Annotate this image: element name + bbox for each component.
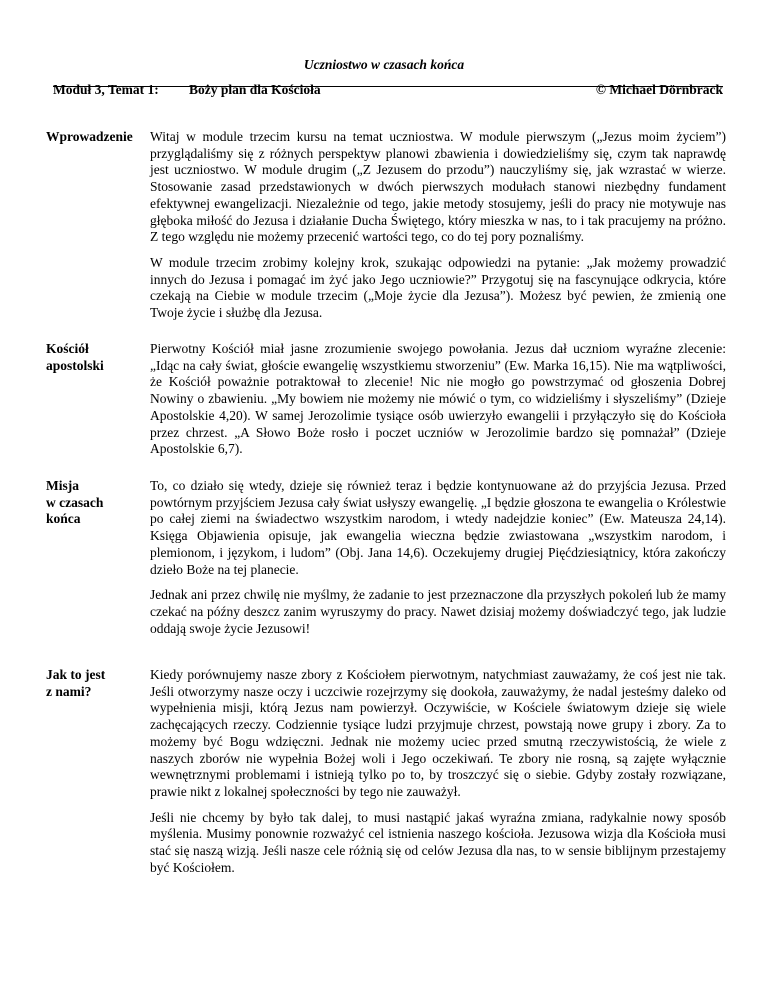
paragraph: Pierwotny Kościół miał jasne zrozumienie swojego powołania. Jezus dał uczniom wyraźne zlecenie: „Idąc na cały świat, głoście ewangelię wszystkiemu stworzeniu” (Ew. Marka 16,15). Nie ma wątpliwości, że Kościół poważnie potraktował to zlecenie! Nic nie mogło go powstrzymać od głoszenia Dobrej Nowiny o zbawieniu. „My bowiem nie możemy nie mówić o tym, co widzieliśmy i słyszeliśmy” (Dzieje Apostolskie 4,20). W samej Jerozolimie tysiące osób uwierzyło ewangelii i przyłączyło się do Kościoła przez chrzest. „A Słowo Boże rosło i poczet uczniów w Jerozolimie bardzo się pomnażał” (Dzieje Apostolskie 6,7).	[150, 341, 726, 457]
paragraph: Kiedy porównujemy nasze zbory z Kościołem pierwotnym, natychmiast zauważamy, że coś jest nie tak. Jeśli otworzymy nasze oczy i uczciwie rozejrzymy się dookoła, zauważymy, że nadal jesteśmy daleko od wypełnienia misji, którą Jezus nam powierzył. Oczywiście, w Kościele światowym dzieje się wiele zachęcających rzeczy. Codziennie tysiące ludzi przyjmuje chrzest, powstają nowe grupy i zbory. Za to możemy być Bogu wdzięczni. Jednak nie możemy uciec przed smutną rzeczywistością, że wiele z naszych zborów nie wypełnia Bożej woli i Jego oczekiwań. Te zbory nie rosną, są zajęte wyłącznie wewnętrznymi problemami i istnieją tylko po to, by troszczyć się o siebie. Gdyby zostały rozwiązane, prawie nikt z lokalnej społeczności by tego nie zauważył.	[150, 667, 726, 799]
section-label-line: z nami?	[46, 683, 92, 699]
module-header	[53, 82, 723, 97]
section-label-line: Kościół	[46, 341, 89, 356]
copyright: © Michael Dörnbrack	[595, 82, 723, 97]
document-title: Uczniostwo w czasach końca	[303, 57, 465, 72]
section-text	[150, 478, 726, 646]
paragraph: Jednak ani przez chwilę nie myślmy, że zadanie to jest przeznaczone dla przyszłych pokoleń lub że mamy czekać na późny deszcz zanim wyruszymy do pracy. Nawet dzisiaj możemy doświadczyć tego, jak ludzie oddają swoje życie Jezusowi!	[150, 587, 726, 636]
module-number: Moduł 3, Temat 1:	[53, 82, 159, 97]
section-label-line: Wprowadzenie	[46, 129, 133, 144]
section-label-line: apostolski	[46, 357, 104, 373]
section-label	[46, 129, 146, 146]
paragraph: Witaj w module trzecim kursu na temat uczniostwa. W module pierwszym („Jezus moim życiem”) przyglądaliśmy się z różnych perspektyw planowi zbawienia i dowiedzieliśmy się, czym tak naprawdę jest uczniostwo. W module drugim („Z Jezusem do przodu”) nauczyliśmy się, jak wzrastać w wierze. Stosowanie zasad przedstawionych w dwóch pierwszych modułach stanowi niezbędny fundament efektywnej ewangelizacji. Niezależnie od tego, jakie metody stosujemy, jeśli do pracy nie motywuje nas głęboka miłość do Jezusa i działanie Ducha Świętego, który mieszka w nas, to i tak pracujemy na próżno. Z tego względu nie możemy przecenić wartości tego, co do tej pory poznaliśmy.	[150, 129, 726, 245]
paragraph: Jeśli nie chcemy by było tak dalej, to musi nastąpić jakaś wyraźna zmiana, radykalnie nowy sposób myślenia. Musimy ponownie rozważyć cel istnienia naszego kościoła. Jezusowa wizja dla Kościoła musi stać się naszą wizją. Jeśli nasze cele różnią się od celów Jezusa dla nas, to w sensie biblijnym przestajemy być Kościołem.	[150, 809, 726, 875]
section-label	[46, 341, 146, 374]
section-label-line: w czasach	[46, 494, 104, 510]
paragraph: W module trzecim zrobimy kolejny krok, szukając odpowiedzi na pytanie: „Jak możemy prowadzić innych do Jezusa i pomagać im żyć jako Jego uczniowie?” Przygotuj się na fascynujące odkrycia, które czekają na Ciebie w module trzecim („Moje życie dla Jezusa”). Możesz być pewien, że zmienią one Twoje życie i służbę dla Jezusa.	[150, 254, 726, 321]
section-label	[46, 667, 146, 700]
section-text	[150, 341, 726, 467]
section-label	[46, 478, 146, 528]
section-label-line: Jak to jest	[46, 667, 106, 682]
paragraph: To, co działo się wtedy, dzieje się również teraz i będzie kontynuowane aż do przyjścia Jezusa. Przed powtórnym przyjściem Jezusa cały świat usłyszy ewangelię. „I będzie głoszona te ewangelia o Królestwie po całej ziemi na świadectwo wszystkim narodom, i wtedy nadejdzie koniec” (Ew. Mateusza 24,14). Księga Objawienia opisuje, jak ewangelia wieczna będzie zwiastowana „wszystkim narodom, i plemionom, i językom, i ludom” (Obj. Jana 14,6). Oczekujemy drugiej Pięćdziesiątnicy, która zakończy dzieło Boże na tej planecie.	[150, 478, 726, 577]
section-label-line: końca	[46, 511, 81, 527]
section-label-line: Misja	[46, 478, 79, 493]
section-text	[150, 667, 726, 885]
section-text	[150, 129, 726, 331]
module-topic: Boży plan dla Kościoła	[189, 82, 321, 97]
